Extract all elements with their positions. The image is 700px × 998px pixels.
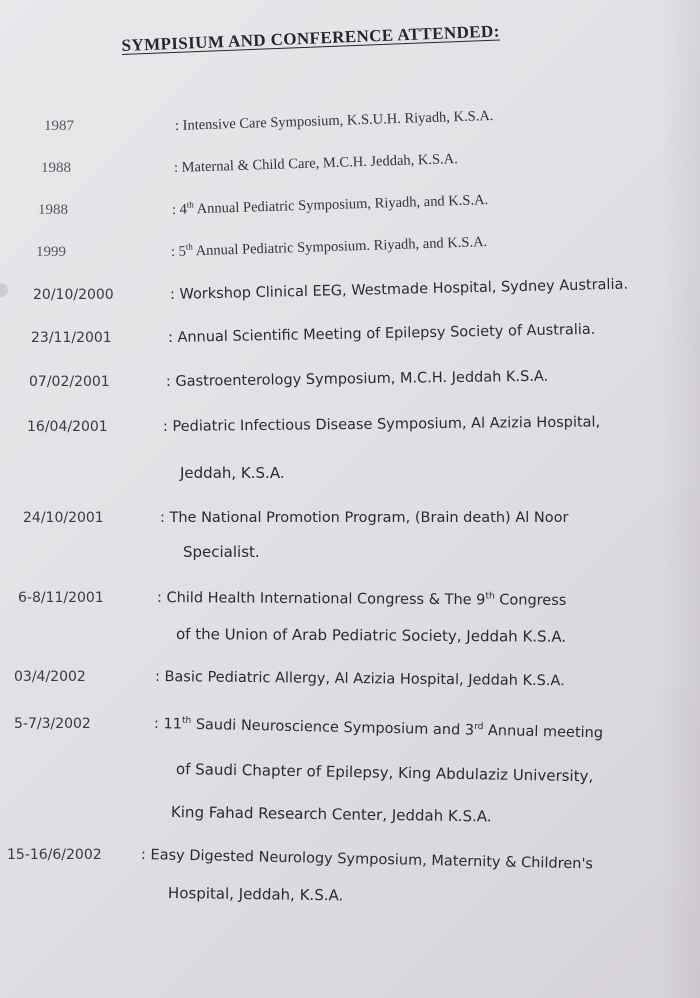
list-item	[0, 276, 700, 317]
entry-text: : Easy Digested Neurology Symposium, Maternity & Children's	[140, 847, 594, 873]
entry-text: : Workshop Clinical EEG, Westmade Hospital, Sydney Australia.	[169, 276, 629, 303]
entry-text: : The National Promotion Program, (Brain death) Al Noor	[160, 510, 569, 526]
entry-date: 15-16/6/2002	[7, 847, 102, 863]
entry-continuation: Specialist.	[183, 543, 260, 561]
entry-date: 1988	[38, 202, 68, 218]
entry-date: 03/4/2002	[14, 669, 86, 685]
entry-text: : Maternal & Child Care, M.C.H. Jeddah, K.S.A.	[173, 151, 459, 176]
entry-text: : Child Health International Congress & The 9th Congress	[156, 590, 567, 609]
list-item	[0, 669, 700, 699]
list-item	[0, 368, 700, 404]
entry-date: 24/10/2001	[23, 510, 104, 526]
list-item	[0, 107, 700, 148]
entry-date: 1999	[36, 244, 66, 260]
list-item	[0, 234, 700, 274]
entry-date: 07/02/2001	[29, 374, 110, 390]
entry-continuation: of Saudi Chapter of Epilepsy, King Abdulaziz University,	[175, 760, 594, 786]
entry-text: : 4th Annual Pediatric Symposium, Riyadh, and K.S.A.	[171, 192, 489, 218]
entry-date: 20/10/2000	[33, 287, 114, 303]
list-item	[0, 510, 700, 540]
list-item	[0, 716, 700, 746]
list-item	[0, 151, 700, 190]
entry-text: : Gastroenterology Symposium, M.C.H. Jeddah K.S.A.	[165, 368, 549, 390]
entry-text: : 11th Saudi Neuroscience Symposium and 3rd Annual meeting	[153, 715, 604, 742]
list-item	[0, 192, 700, 232]
entry-text: : Intensive Care Symposium, K.S.U.H. Riyadh, K.S.A.	[174, 107, 494, 134]
entry-date: 23/11/2001	[31, 330, 112, 346]
list-item	[0, 590, 700, 620]
entry-continuation: King Fahad Research Center, Jeddah K.S.A.	[170, 803, 492, 826]
list-item	[0, 847, 700, 877]
entry-continuation: Jeddah, K.S.A.	[180, 464, 285, 482]
entry-date: 5-7/3/2002	[14, 716, 91, 732]
entry-date: 1987	[44, 118, 74, 134]
entry-text: : Pediatric Infectious Disease Symposium, Al Azizia Hospital,	[162, 414, 601, 435]
entry-continuation: of the Union of Arab Pediatric Society, Jeddah K.S.A.	[175, 625, 567, 646]
list-item	[0, 321, 700, 360]
entry-continuation: Hospital, Jeddah, K.S.A.	[167, 884, 344, 905]
entry-text: : Basic Pediatric Allergy, Al Azizia Hospital, Jeddah K.S.A.	[154, 669, 565, 690]
entry-date: 6-8/11/2001	[18, 590, 104, 606]
entry-date: 16/04/2001	[27, 419, 108, 435]
page-title: SYMPISIUM AND CONFERENCE ATTENDED:	[121, 21, 501, 56]
entry-date: 1988	[41, 160, 71, 176]
entry-text: : Annual Scientific Meeting of Epilepsy Society of Australia.	[167, 321, 596, 346]
list-item	[0, 414, 700, 449]
entry-text: : 5th Annual Pediatric Symposium. Riyadh, and K.S.A.	[170, 234, 488, 260]
